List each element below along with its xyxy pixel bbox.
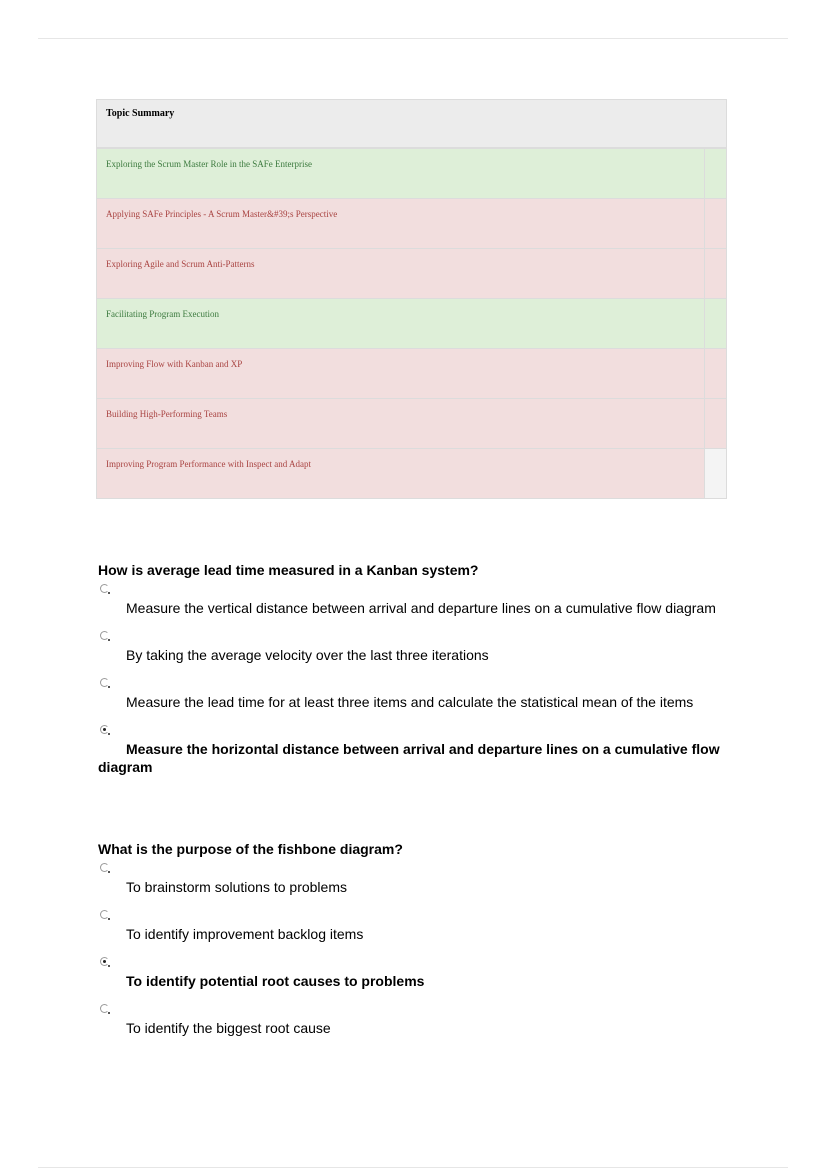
question-1 [98,562,738,776]
topic-status-cell [704,149,726,198]
radio-button[interactable] [100,1004,109,1013]
answer-option [98,863,738,896]
topic-status-cell [704,249,726,298]
question-title: What is the purpose of the fishbone diagram? [98,841,403,857]
answer-text: Measure the lead time for at least three items and calculate the statistical mean of the items [126,694,694,710]
answer-text: To identify improvement backlog items [126,926,364,942]
topic-row [97,349,726,399]
topic-status-cell [704,199,726,248]
topic-status-cell [704,349,726,398]
answer-option [98,957,738,990]
answer-option [98,631,738,664]
answer-text: By taking the average velocity over the last three iterations [126,647,489,663]
answer-text-selected: To identify potential root causes to problems [126,973,425,989]
topic-label: Exploring the Scrum Master Role in the SAFe Enterprise [97,149,704,198]
topic-status-cell [704,449,726,498]
answer-text: To identify the biggest root cause [126,1020,331,1036]
top-divider [38,38,788,39]
topic-status-cell [704,399,726,448]
topic-row [97,299,726,349]
answer-option [98,678,738,711]
topic-label: Improving Program Performance with Inspect and Adapt [97,449,704,498]
topic-summary-table [96,99,727,499]
answer-text: To brainstorm solutions to problems [126,879,347,895]
topic-label: Building High-Performing Teams [97,399,704,448]
radio-button[interactable] [100,584,109,593]
topic-label: Facilitating Program Execution [97,299,704,348]
radio-button[interactable] [100,863,109,872]
answer-text-selected: Measure the horizontal distance between arrival and departure lines on a cumulative flow diagram [98,741,720,775]
topic-row [97,249,726,299]
radio-button[interactable] [100,631,109,640]
answer-option [98,725,738,776]
radio-button-selected[interactable] [100,957,109,966]
answer-option [98,910,738,943]
topic-row [97,449,726,498]
topic-label: Improving Flow with Kanban and XP [97,349,704,398]
topic-label: Exploring Agile and Scrum Anti-Patterns [97,249,704,298]
topic-row [97,199,726,249]
topic-status-cell [704,299,726,348]
radio-button-selected[interactable] [100,725,109,734]
radio-button[interactable] [100,910,109,919]
answer-option [98,1004,738,1037]
topic-row [97,149,726,199]
topic-label: Applying SAFe Principles - A Scrum Master&#39;s Perspective [97,199,704,248]
topic-summary-header: Topic Summary [97,100,726,149]
question-title: How is average lead time measured in a Kanban system? [98,562,479,578]
bottom-divider [38,1167,788,1168]
answer-text: Measure the vertical distance between arrival and departure lines on a cumulative flow diagram [126,600,716,616]
topic-row [97,399,726,449]
question-2 [98,841,738,1037]
radio-button[interactable] [100,678,109,687]
answer-option [98,584,738,617]
